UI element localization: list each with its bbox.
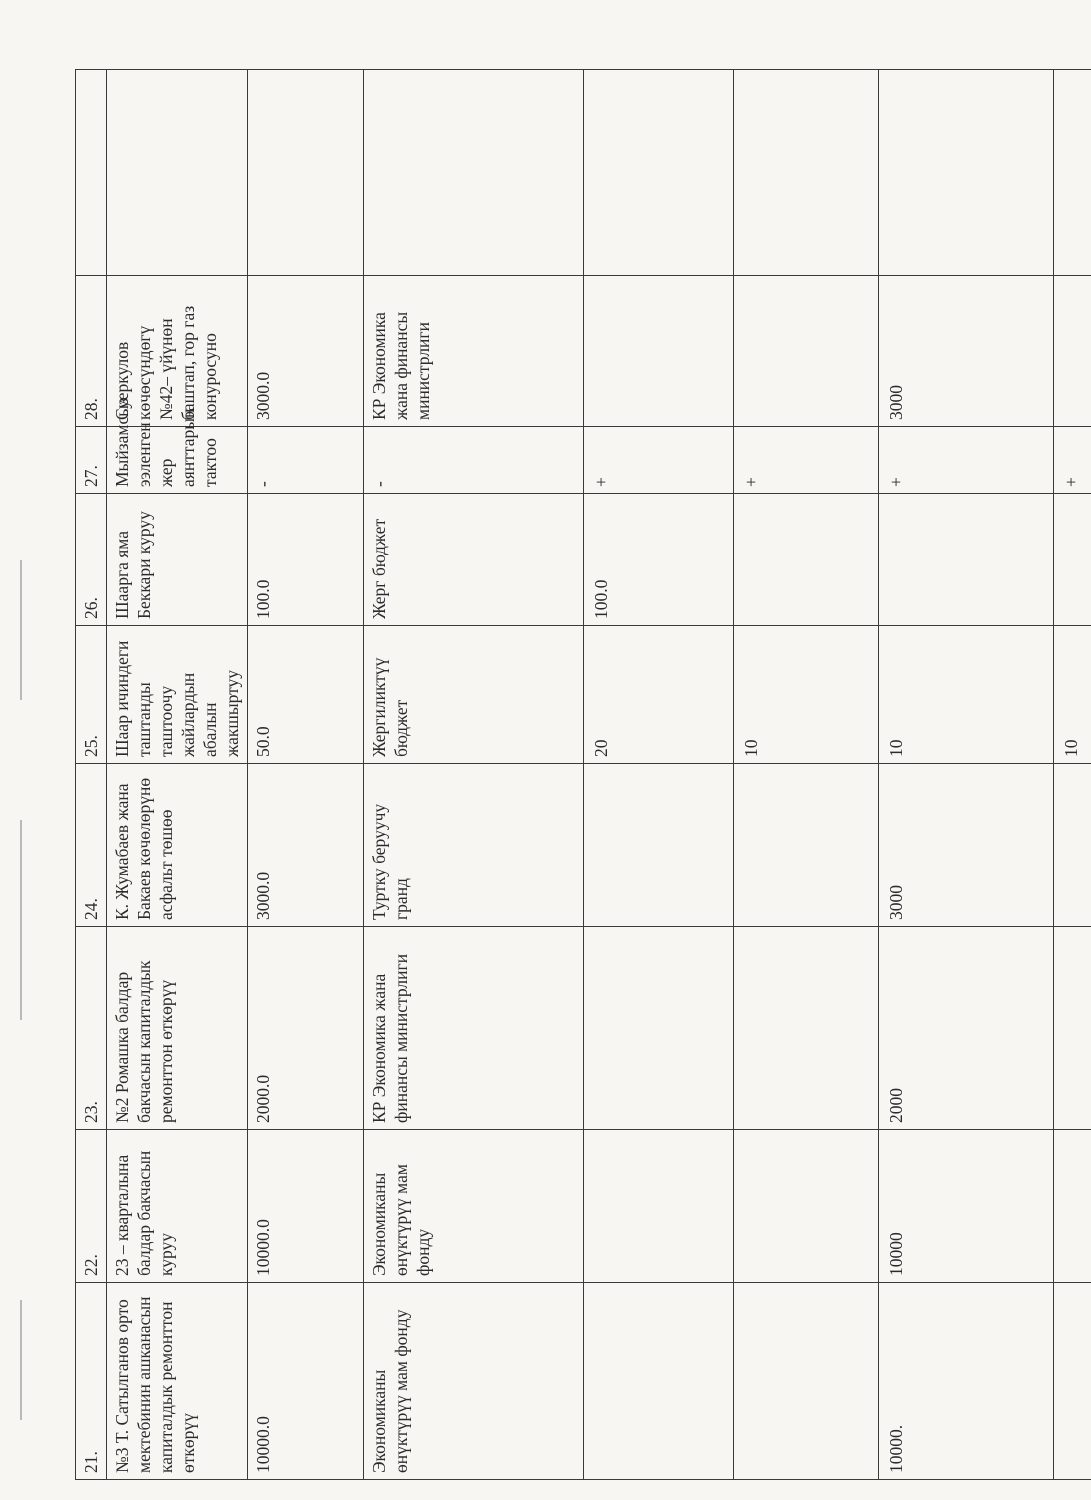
row-number: 22. <box>76 1130 107 1283</box>
table-row <box>107 70 248 1480</box>
value-cell <box>584 927 734 1130</box>
value-cell <box>879 494 1054 626</box>
value-cell <box>584 1283 734 1480</box>
source-cell: Туртку беруучу гранд <box>364 764 584 927</box>
value-cell <box>734 927 879 1130</box>
value-cell <box>1054 1283 1091 1480</box>
amount-cell: 10000.0 <box>248 1130 364 1283</box>
value-cell <box>734 276 879 427</box>
amount-cell: 100.0 <box>248 494 364 626</box>
row-number: 27. <box>76 427 107 494</box>
value-cell <box>734 764 879 927</box>
amount-cell: 3000.0 <box>248 276 364 427</box>
row-number: 28. <box>76 276 107 427</box>
value-cell: 10000. <box>879 1283 1054 1480</box>
value-cell: 2000 <box>879 927 1054 1130</box>
amount-cell: 10000.0 <box>248 1283 364 1480</box>
value-cell <box>734 1130 879 1283</box>
rotated-table-wrapper <box>75 70 1081 1480</box>
value-cell: 10 <box>879 626 1054 764</box>
table-row <box>364 70 584 1480</box>
project-cell: №2 Ромашка балдар бакчасын капиталдык ремонттон өткөрүү <box>107 927 248 1130</box>
amount-cell: 3000.0 <box>248 764 364 927</box>
amount-cell: 50.0 <box>248 626 364 764</box>
table-row <box>734 70 879 1480</box>
project-cell: Шаар ичиндеги таштанды таштоочу жайлардын абалын жакшыртуу <box>107 626 248 764</box>
value-cell <box>1054 927 1091 1130</box>
project-cell: №3 Т. Сатылганов орто мектебинин ашканасын капиталдык ремонттон өткөрүү <box>107 1283 248 1480</box>
project-cell: Суеркулов көчөсүндөгү №42– үйүнөн баштап, гор газ конуросуно <box>107 276 248 427</box>
value-cell <box>584 276 734 427</box>
value-cell <box>734 494 879 626</box>
row-number: 25. <box>76 626 107 764</box>
action-plan-table <box>75 69 1091 1480</box>
value-cell: 20 <box>584 626 734 764</box>
amount-cell: 2000.0 <box>248 927 364 1130</box>
table-row <box>1054 70 1091 1480</box>
value-cell: + <box>584 427 734 494</box>
value-cell <box>584 764 734 927</box>
source-cell: Экономиканы өнүктүрүү мам фонду <box>364 1283 584 1480</box>
value-cell: 100.0 <box>584 494 734 626</box>
binding-mark <box>20 820 22 1020</box>
source-cell: Жергиликтүү бюджет <box>364 626 584 764</box>
source-cell: Жерг бюджет <box>364 494 584 626</box>
source-cell: КР Экономика жана финансы министрлиги <box>364 927 584 1130</box>
value-cell <box>734 1283 879 1480</box>
row-number: 26. <box>76 494 107 626</box>
row-number: 21. <box>76 1283 107 1480</box>
value-cell: 10 <box>1054 626 1091 764</box>
value-cell: + <box>1054 427 1091 494</box>
source-cell: Экономиканы өнүктүрүү мам фонду <box>364 1130 584 1283</box>
project-cell: Мыйзамсыз ээленген жер аянттарын тактоо <box>107 427 248 494</box>
value-cell <box>1054 494 1091 626</box>
value-cell: 3000 <box>879 276 1054 427</box>
value-cell: + <box>879 427 1054 494</box>
project-cell: 23 – кварталына балдар бакчасын куруу <box>107 1130 248 1283</box>
table-row <box>584 70 734 1480</box>
value-cell: + <box>734 427 879 494</box>
project-cell: Шаарга яма Беккари куруу <box>107 494 248 626</box>
value-cell <box>584 1130 734 1283</box>
row-number: 24. <box>76 764 107 927</box>
source-cell: - <box>364 427 584 494</box>
project-cell: К. Жумабаев жана Бакаев көчөлөрүнө асфальт төшөө <box>107 764 248 927</box>
row-number: 23. <box>76 927 107 1130</box>
value-cell: 10 <box>734 626 879 764</box>
table-row <box>76 70 107 1480</box>
table-row <box>879 70 1054 1480</box>
source-cell: КР Экономика жана финансы министрлиги <box>364 276 584 427</box>
value-cell <box>1054 764 1091 927</box>
binding-mark <box>20 560 22 700</box>
value-cell: 10000 <box>879 1130 1054 1283</box>
table-row <box>248 70 364 1480</box>
value-cell <box>1054 1130 1091 1283</box>
value-cell: 3000 <box>879 764 1054 927</box>
value-cell <box>1054 276 1091 427</box>
binding-mark <box>20 1300 22 1420</box>
amount-cell: - <box>248 427 364 494</box>
